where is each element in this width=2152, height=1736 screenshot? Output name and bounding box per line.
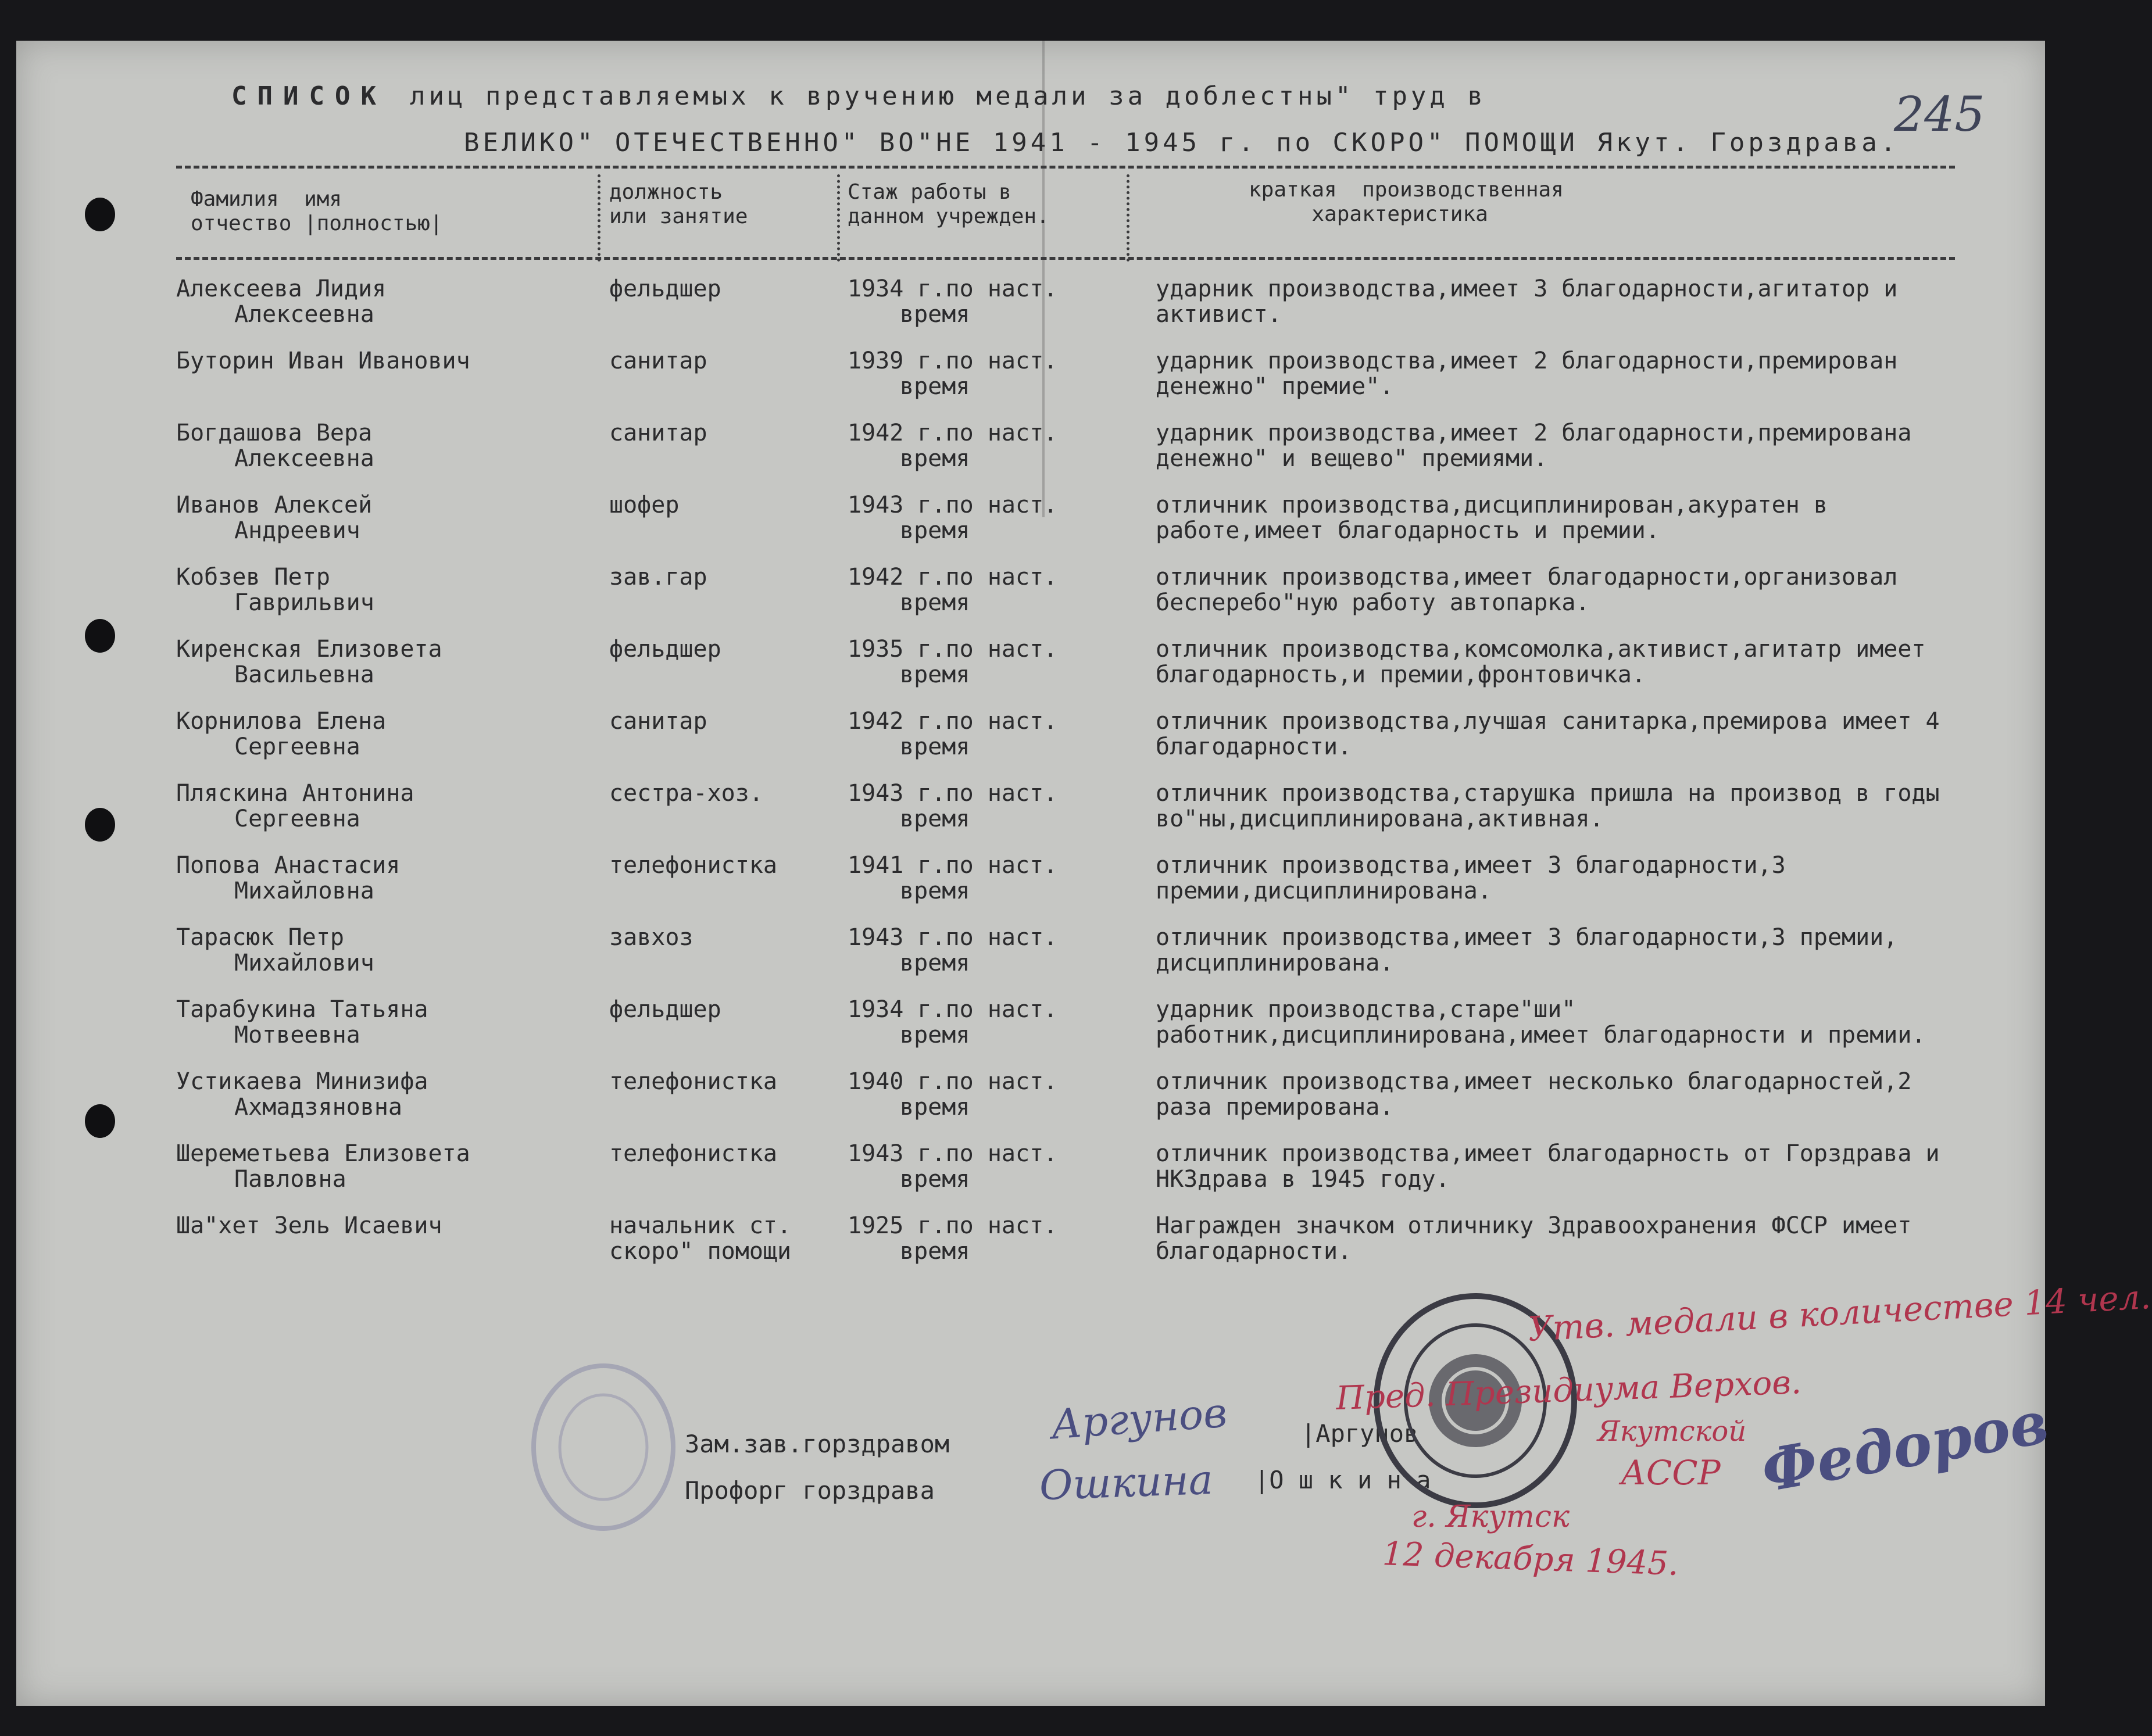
person-tenure — [848, 492, 1138, 543]
title-line-1-rest: лиц представляемых к вручению медали за доблестны" труд в — [409, 81, 1486, 111]
person-tenure — [848, 1069, 1138, 1120]
person-tenure — [848, 997, 1138, 1048]
handwritten-approval: Утв. медали в количестве 14 чел. — [1527, 1276, 2152, 1350]
tenure-line2: время — [900, 445, 970, 472]
person-name — [176, 564, 641, 615]
handwritten-place: г. Якутск — [1411, 1499, 1570, 1534]
person-name-line2: Васильевна — [234, 661, 374, 688]
person-tenure — [848, 781, 1138, 832]
header-position: должность или занятие — [609, 180, 748, 228]
header-characteristic: краткая производственная характеристика — [1249, 178, 1564, 226]
person-tenure — [848, 708, 1138, 760]
person-position: санитар — [609, 708, 707, 735]
person-tenure — [848, 1213, 1138, 1264]
person-characteristic: отличник производства,старушка пришла на производ в годы во"ны,дисциплинирована,активная. — [1156, 780, 1940, 832]
person-name-line2: Алексеевна — [234, 301, 374, 328]
table-row — [16, 1213, 2045, 1285]
table-row — [16, 1141, 2045, 1213]
person-position: телефонистка — [609, 1068, 777, 1095]
person-position: начальник ст. скоро" помощи — [609, 1212, 792, 1265]
person-name-line2: Андреевич — [234, 517, 360, 544]
table-row — [16, 1069, 2045, 1141]
person-name-line1: Буторин Иван Иванович — [176, 348, 470, 374]
person-characteristic: ударник производства,старе"ши" работник,дисциплинирована,имеет благодарности и премии. — [1156, 996, 1926, 1048]
person-name-line1: Шереметьева Елизовета — [176, 1140, 470, 1167]
header-bottom-rule — [176, 257, 1955, 260]
person-name — [176, 348, 641, 374]
header-divider — [1127, 174, 1129, 262]
person-position: телефонистка — [609, 1140, 777, 1167]
person-position: завхоз — [609, 924, 693, 951]
table-row — [16, 636, 2045, 708]
union-name: |О ш к и н а — [1254, 1466, 1431, 1494]
person-name-line2: Михайлович — [234, 950, 374, 976]
tenure-line1: 1943 г.по наст. — [848, 1140, 1058, 1167]
person-name — [176, 1213, 641, 1239]
person-characteristic: отличник производства,имеет благодарности,организовал бесперебо"ную работу автопарка. — [1156, 564, 1898, 616]
person-name-line1: Киренская Елизовета — [176, 636, 442, 663]
tenure-line1: 1942 г.по наст. — [848, 708, 1058, 735]
table-row — [16, 420, 2045, 492]
title-line-1 — [231, 81, 1486, 111]
punch-hole — [85, 198, 115, 231]
person-name-line1: Ша"хет Зель Исаевич — [176, 1212, 442, 1239]
tenure-line2: время — [900, 1094, 970, 1121]
person-name-line1: Корнилова Елена — [176, 708, 387, 735]
person-position: телефонистка — [609, 852, 777, 879]
person-name — [176, 636, 641, 688]
tenure-line2: время — [900, 1238, 970, 1265]
person-tenure — [848, 1141, 1138, 1192]
tenure-line2: время — [900, 517, 970, 544]
person-position: фельдшер — [609, 275, 721, 302]
handwritten-date: 12 декабря 1945. — [1382, 1535, 1679, 1583]
tenure-line2: время — [900, 1022, 970, 1048]
person-characteristic: ударник производства,имеет 2 благодарности,премирована денежно" и вещево" премиями. — [1156, 420, 1912, 472]
title-word: СПИСОК — [231, 81, 387, 111]
person-characteristic: отличник производства,дисциплинирован,акуратен в работе,имеет благодарность и премии. — [1156, 492, 1828, 544]
header-tenure: Стаж работы в данном учрежден. — [848, 180, 1049, 228]
tenure-line1: 1940 г.по наст. — [848, 1068, 1058, 1095]
tenure-line2: время — [900, 806, 970, 832]
tenure-line1: 1934 г.по наст. — [848, 275, 1058, 302]
tenure-line2: время — [900, 733, 970, 760]
person-name-line1: Устикаева Минизифа — [176, 1068, 428, 1095]
person-position: фельдшер — [609, 996, 721, 1023]
tenure-line2: время — [900, 589, 970, 616]
person-name-line1: Тарасюк Петр — [176, 924, 344, 951]
person-name-line1: Иванов Алексей — [176, 492, 373, 518]
person-name-line1: Алексеева Лидия — [176, 275, 387, 302]
tenure-line1: 1943 г.по наст. — [848, 492, 1058, 518]
person-tenure — [848, 636, 1138, 688]
header-divider — [598, 174, 600, 262]
table-row — [16, 781, 2045, 853]
table-row — [16, 708, 2045, 781]
table-row — [16, 492, 2045, 564]
person-name-line2: Алексеевна — [234, 445, 374, 472]
document-sheet — [16, 41, 2152, 1706]
tenure-line1: 1942 г.по наст. — [848, 420, 1058, 446]
tenure-line2: время — [900, 950, 970, 976]
person-name — [176, 853, 641, 904]
person-name-line2: Гаврильвич — [234, 589, 374, 616]
person-name — [176, 276, 641, 327]
table-row — [16, 925, 2045, 997]
person-tenure — [848, 564, 1138, 615]
person-name — [176, 997, 641, 1048]
table-row — [16, 997, 2045, 1069]
person-name-line1: Пляскина Антонина — [176, 780, 414, 807]
person-position: фельдшер — [609, 636, 721, 663]
person-characteristic: ударник производства,имеет 2 благодарности,премирован денежно" премие". — [1156, 348, 1898, 400]
person-name — [176, 1069, 641, 1120]
person-characteristic: отличник производства,лучшая санитарка,премирова имеет 4 благодарности. — [1156, 708, 1940, 760]
person-position: санитар — [609, 348, 707, 374]
person-tenure — [848, 276, 1138, 327]
person-tenure — [848, 925, 1138, 976]
person-name-line1: Кобзев Петр — [176, 564, 330, 590]
handwritten-presidium: Пред. Президиума Верхов. — [1335, 1363, 1802, 1418]
person-name-line1: Тарабукина Татьяна — [176, 996, 428, 1023]
deputy-name: |Аргунов — [1301, 1419, 1419, 1448]
person-characteristic: отличник производства,имеет несколько благодарностей,2 раза премирована. — [1156, 1068, 1912, 1121]
table-row — [16, 276, 2045, 348]
person-name-line2: Ахмадзяновна — [234, 1094, 402, 1121]
person-tenure — [848, 853, 1138, 904]
person-name-line1: Попова Анастасия — [176, 852, 401, 879]
header-top-rule — [176, 166, 1955, 169]
person-name — [176, 925, 641, 976]
table-row — [16, 853, 2045, 925]
deputy-signature: Аргунов — [1049, 1388, 1229, 1449]
tenure-line2: время — [900, 661, 970, 688]
tenure-line1: 1942 г.по наст. — [848, 564, 1058, 590]
person-name-line2: Сергеевна — [234, 806, 360, 832]
person-characteristic: ударник производства,имеет 3 благодарности,агитатор и активист. — [1156, 275, 1898, 328]
tenure-line1: 1943 г.по наст. — [848, 924, 1058, 951]
table-row — [16, 348, 2045, 420]
person-name — [176, 781, 641, 832]
tenure-line1: 1943 г.по наст. — [848, 780, 1058, 807]
person-position: санитар — [609, 420, 707, 446]
handwritten-assr: АССР — [1621, 1453, 1721, 1492]
tenure-line2: время — [900, 301, 970, 328]
union-signature: Ошкина — [1038, 1455, 1214, 1510]
tenure-line1: 1941 г.по наст. — [848, 852, 1058, 879]
person-name — [176, 420, 641, 471]
fedorov-signature: Федоров — [1756, 1387, 2053, 1506]
tenure-line1: 1925 г.по наст. — [848, 1212, 1058, 1239]
person-tenure — [848, 348, 1138, 399]
person-name-line2: Павловна — [234, 1166, 346, 1193]
title-line-2: ВЕЛИКО" ОТЕЧЕСТВЕННО" ВО"НЕ 1941 - 1945 г. по СКОРО" ПОМОЩИ Якут. Горздрава. — [464, 128, 1900, 158]
person-position: сестра-хоз. — [609, 780, 763, 807]
person-name-line2: Михайловна — [234, 878, 374, 904]
person-characteristic: отличник производства,имеет благодарность от Горздрава и НКЗдрава в 1945 году. — [1156, 1140, 1940, 1193]
tenure-line2: время — [900, 373, 970, 400]
person-name-line1: Богдашова Вера — [176, 420, 373, 446]
tenure-line1: 1934 г.по наст. — [848, 996, 1058, 1023]
person-characteristic: отличник производства,имеет 3 благодарности,3 премии, дисциплинирована. — [1156, 924, 1898, 976]
person-name — [176, 492, 641, 543]
tenure-line2: время — [900, 1166, 970, 1193]
person-name — [176, 708, 641, 760]
tenure-line2: время — [900, 878, 970, 904]
deputy-label: Зам.зав.горздравом — [685, 1430, 950, 1458]
tenure-line1: 1939 г.по наст. — [848, 348, 1058, 374]
handwritten-yakut: Якутской — [1597, 1415, 1747, 1448]
person-characteristic: Награжден значком отличнику Здравоохранения ФССР имеет благодарности. — [1156, 1212, 1912, 1265]
person-position: зав.гар — [609, 564, 707, 590]
person-characteristic: отличник производства,комсомолка,активист,агитатр имеет благодарность,и премии,фронтовичка. — [1156, 636, 1926, 688]
tenure-line1: 1935 г.по наст. — [848, 636, 1058, 663]
person-name — [176, 1141, 641, 1192]
header-name: Фамилия имя отчество |полностью| — [191, 187, 443, 235]
person-name-line2: Сергеевна — [234, 733, 360, 760]
page-number: 245 — [1894, 87, 1985, 142]
person-characteristic: отличник производства,имеет 3 благодарности,3 премии,дисциплинирована. — [1156, 852, 1786, 904]
table-row — [16, 564, 2045, 636]
union-label: Профорг горздрава — [685, 1476, 935, 1505]
person-name-line2: Мотвеевна — [234, 1022, 360, 1048]
person-tenure — [848, 420, 1138, 471]
faded-stamp — [528, 1360, 679, 1534]
header-divider — [837, 174, 840, 262]
person-position: шофер — [609, 492, 680, 518]
